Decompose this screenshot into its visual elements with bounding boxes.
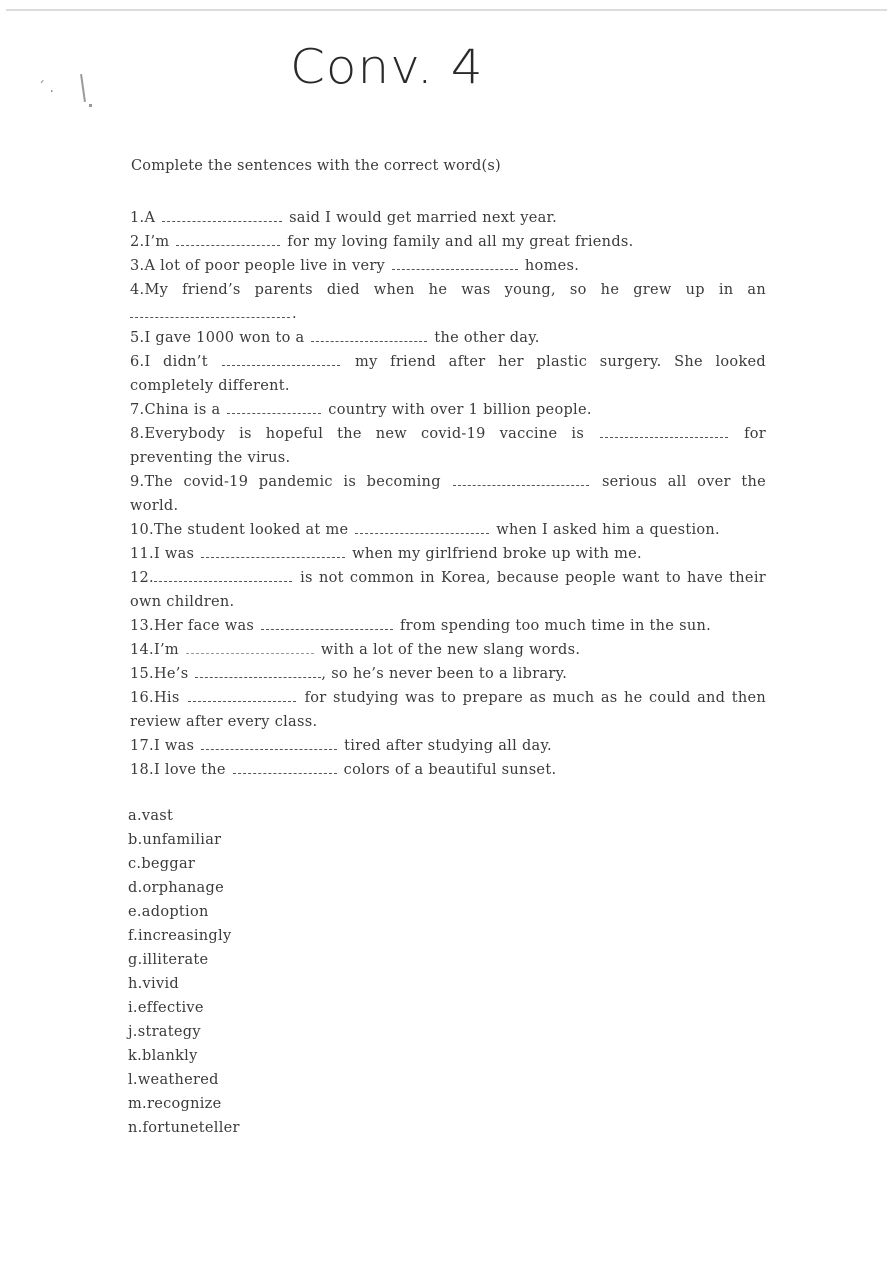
- answer-blank[interactable]: [261, 615, 393, 630]
- question-text: serious all over the: [601, 474, 766, 490]
- instructions: Complete the sentences with the correct word(s): [131, 158, 501, 174]
- question-2: [130, 230, 766, 254]
- question-text: , so he’s never been to a library.: [321, 666, 568, 682]
- answer-blank[interactable]: [188, 687, 296, 702]
- question-number: 18.: [130, 762, 154, 778]
- question-text: the other day.: [434, 330, 540, 346]
- answer-blank[interactable]: [392, 255, 518, 270]
- question-text: China is a: [144, 402, 221, 418]
- answer-blank[interactable]: [233, 759, 337, 774]
- question-text: Her face was: [153, 618, 255, 634]
- question-4: [130, 278, 766, 326]
- word-option: m.recognize: [128, 1096, 222, 1112]
- word-option: h.vivid: [128, 976, 179, 992]
- answer-blank[interactable]: [453, 471, 589, 486]
- question-6: [130, 350, 766, 398]
- question-11: [130, 542, 766, 566]
- question-text: with a lot of the new slang words.: [320, 642, 581, 658]
- question-text: I’m: [153, 642, 179, 658]
- question-14: [130, 638, 766, 662]
- question-text: A lot of poor people live in very: [144, 258, 386, 274]
- question-number: 3.: [130, 258, 145, 274]
- question-8: [130, 422, 766, 470]
- question-7: [130, 398, 766, 422]
- question-text-continuation: review after every class.: [130, 714, 318, 730]
- question-text: .: [292, 306, 297, 322]
- word-option: j.strategy: [128, 1024, 201, 1040]
- question-text: for: [744, 426, 766, 442]
- question-text-continuation: preventing the virus.: [130, 450, 291, 466]
- question-text: Everybody is hopeful the new covid-19 vaccine is: [144, 426, 585, 442]
- question-17: [130, 734, 766, 758]
- question-number: 11.: [130, 546, 154, 562]
- question-text: He’s: [153, 666, 189, 682]
- answer-blank[interactable]: [162, 207, 282, 222]
- answer-blank[interactable]: [130, 303, 290, 318]
- question-text-continuation: world.: [130, 498, 179, 514]
- question-number: 2.: [130, 234, 145, 250]
- answer-blank[interactable]: [195, 663, 321, 678]
- question-3: [130, 254, 766, 278]
- question-list: [130, 206, 766, 782]
- question-text: when I asked him a question.: [496, 522, 720, 538]
- word-option: f.increasingly: [128, 928, 232, 944]
- word-option: l.weathered: [128, 1072, 219, 1088]
- page-top-edge: [6, 9, 887, 11]
- word-option: c.beggar: [128, 856, 196, 872]
- question-1: [130, 206, 766, 230]
- question-text: The covid-19 pandemic is becoming: [144, 474, 441, 490]
- question-16: [130, 686, 766, 734]
- word-option: k.blankly: [128, 1048, 198, 1064]
- question-text: I love the: [153, 762, 226, 778]
- question-text: I’m: [144, 234, 170, 250]
- answer-blank[interactable]: [311, 327, 427, 342]
- question-text: is not common in Korea, because people want to have their: [300, 570, 766, 586]
- word-option: e.adoption: [128, 904, 209, 920]
- question-text: I didn’t: [144, 354, 208, 370]
- question-text: His: [153, 690, 180, 706]
- word-option: a.vast: [128, 808, 174, 824]
- question-number: 6.: [130, 354, 145, 370]
- question-text: homes.: [524, 258, 580, 274]
- question-text: for my loving family and all my great friends.: [287, 234, 634, 250]
- margin-pencil-stroke: [80, 74, 86, 102]
- word-option: g.illiterate: [128, 952, 209, 968]
- question-text: The student looked at me: [153, 522, 349, 538]
- question-number: 16.: [130, 690, 154, 706]
- answer-blank[interactable]: [186, 639, 314, 654]
- question-text-continuation: own children.: [130, 594, 235, 610]
- question-number: 14.: [130, 642, 154, 658]
- question-18: [130, 758, 766, 782]
- question-text: when my girlfriend broke up with me.: [352, 546, 642, 562]
- question-10: [130, 518, 766, 542]
- answer-blank[interactable]: [355, 519, 489, 534]
- question-text-continuation: completely different.: [130, 378, 290, 394]
- question-text: for studying was to prepare as much as he could and then: [304, 690, 766, 706]
- answer-blank[interactable]: [176, 231, 280, 246]
- question-number: 13.: [130, 618, 154, 634]
- margin-pencil-mark: ´ .: [38, 80, 54, 96]
- question-number: 15.: [130, 666, 154, 682]
- word-bank: [128, 804, 240, 1140]
- question-number: 10.: [130, 522, 154, 538]
- answer-blank[interactable]: [154, 567, 292, 582]
- answer-blank[interactable]: [600, 423, 728, 438]
- answer-blank[interactable]: [201, 543, 345, 558]
- handwritten-title: Conv. 4: [290, 39, 484, 95]
- question-text: tired after studying all day.: [344, 738, 552, 754]
- question-number: 5.: [130, 330, 145, 346]
- question-text: I was: [153, 546, 195, 562]
- question-text: I was: [153, 738, 195, 754]
- question-number: 9.: [130, 474, 145, 490]
- question-text: said I would get married next year.: [289, 210, 558, 226]
- question-12: [130, 566, 766, 614]
- word-option: n.fortuneteller: [128, 1120, 240, 1136]
- question-number: 1.: [130, 210, 145, 226]
- question-text: A: [144, 210, 156, 226]
- question-text: colors of a beautiful sunset.: [343, 762, 557, 778]
- question-number: 7.: [130, 402, 145, 418]
- question-9: [130, 470, 766, 518]
- question-15: [130, 662, 766, 686]
- question-text: I gave 1000 won to a: [144, 330, 305, 346]
- word-option: d.orphanage: [128, 880, 224, 896]
- question-number: 4.: [130, 282, 145, 298]
- word-option: b.unfamiliar: [128, 832, 222, 848]
- question-5: [130, 326, 766, 350]
- question-text: My friend’s parents died when he was young, so he grew up in an: [144, 282, 766, 298]
- question-13: [130, 614, 766, 638]
- margin-pencil-dot: [89, 104, 92, 107]
- answer-blank[interactable]: [201, 735, 337, 750]
- word-option: i.effective: [128, 1000, 204, 1016]
- question-number: 17.: [130, 738, 154, 754]
- answer-blank[interactable]: [227, 399, 321, 414]
- question-text: my friend after her plastic surgery. She looked: [355, 354, 766, 370]
- question-number: 12.: [130, 570, 154, 586]
- question-text: country with over 1 billion people.: [328, 402, 592, 418]
- question-number: 8.: [130, 426, 145, 442]
- question-text: from spending too much time in the sun.: [400, 618, 712, 634]
- answer-blank[interactable]: [222, 351, 340, 366]
